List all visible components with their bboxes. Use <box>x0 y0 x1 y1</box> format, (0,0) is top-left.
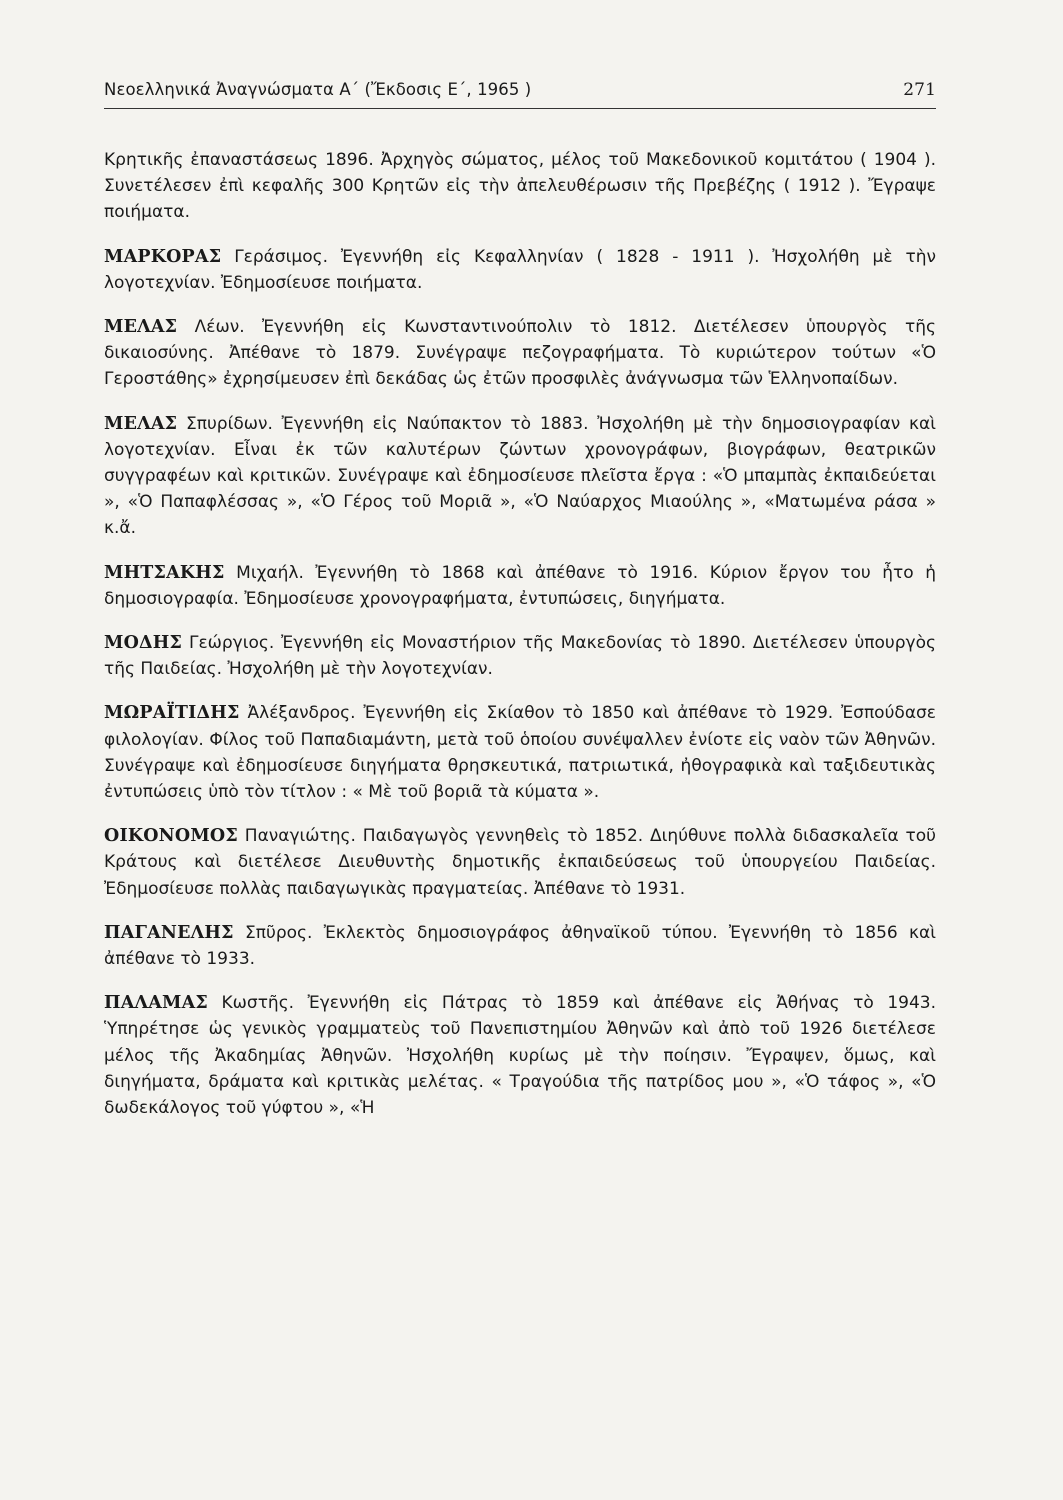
entry-name: ΜΕΛΑΣ <box>104 317 178 338</box>
continuation-paragraph: Κρητικῆς ἐπαναστάσεως 1896. Ἀρχηγὸς σώματος, μέλος τοῦ Μακεδονικοῦ κομιτάτου ( 1904 ). Συνετέλεσεν ἐπὶ κεφαλῆς 300 Κρητῶν εἰς τὴν ἀπελευθέρωσιν τῆς Πρεβέζης ( 1912 ). Ἔγραψε ποιήματα. <box>104 150 936 223</box>
entry-text: Σπῦρος. Ἐκλεκτὸς δημοσιογράφος ἀθηναϊκοῦ τύπου. Ἐγεννήθη τὸ 1856 καὶ ἀπέθανε τὸ 1933. <box>104 922 936 970</box>
entry-text: Μιχαήλ. Ἐγεννήθη τὸ 1868 καὶ ἀπέθανε τὸ 1916. Κύριον ἔργον του ἦτο ἡ δημοσιογραφία. Ἐδημοσίευσε χρονογραφήματα, ἐντυπώσεις, διηγήματα. <box>104 562 936 609</box>
entry-name: ΠΑΛΑΜΑΣ <box>104 993 208 1014</box>
entry-name: ΜΟΔΗΣ <box>104 633 183 654</box>
entry-text: Παναγιώτης. Παιδαγωγὸς γεννηθεὶς τὸ 1852. Διηύθυνε πολλὰ διδασκαλεῖα τοῦ Κράτους καὶ διετέλεσε Διευθυντὴς δημοτικῆς ἐκπαιδεύσεως τοῦ ὑπουργείου Παιδείας. Ἐδημοσίευσε πολλὰς παιδαγωγικὰς πραγματείας. Ἀπέθανε τὸ 1931. <box>104 826 936 899</box>
book-page <box>104 80 936 1139</box>
biography-entry <box>104 920 936 972</box>
entry-name: ΜΕΛΑΣ <box>104 413 178 434</box>
page-body <box>104 147 936 1121</box>
entry-name: ΟΙΚΟΝΟΜΟΣ <box>104 826 238 847</box>
book-title: Νεοελληνικά Ἀναγνώσματα Α΄ (Ἔκδοσις Ε΄, 1965 ) <box>104 80 532 99</box>
entry-name: ΠΑΓΑΝΕΛΗΣ <box>104 922 234 943</box>
entry-name: ΜΑΡΚΟΡΑΣ <box>104 246 222 267</box>
entry-text: Ἀλέξανδρος. Ἐγεννήθη εἰς Σκίαθον τὸ 1850 καὶ ἀπέθανε τὸ 1929. Ἐσπούδασε φιλολογίαν. Φίλος τοῦ Παπαδιαμάντη, μετὰ τοῦ ὁποίου συνέψαλλεν ἐνίοτε εἰς ναὸν τῶν Ἀθηνῶν. Συνέγραψε καὶ ἐδημοσίευσε διηγήματα θρησκευτικά, πατριωτικά, ἠθογραφικὰ καὶ ταξιδευτικὰς ἐντυπώσεις ὑπὸ τὸν τίτλον : « Μὲ τοῦ βοριᾶ τὰ κύματα ». <box>104 703 936 803</box>
entry-text: Γεράσιμος. Ἐγεννήθη εἰς Κεφαλληνίαν ( 1828 - 1911 ). Ἠσχολήθη μὲ τὴν λογοτεχνίαν. Ἐδημοσίευσε ποιήματα. <box>104 246 936 293</box>
biography-entry <box>104 560 936 612</box>
entry-text: Κωστῆς. Ἐγεννήθη εἰς Πάτρας τὸ 1859 καὶ ἀπέθανε εἰς Ἀθήνας τὸ 1943. Ὑπηρέτησε ὡς γενικὸς γραμματεὺς τοῦ Πανεπιστημίου Ἀθηνῶν καὶ ἀπὸ τοῦ 1926 διετέλεσε μέλος τῆς Ἀκαδημίας Ἀθηνῶν. Ἠσχολήθη κυρίως μὲ τὴν ποίησιν. Ἔγραψεν, ὅμως, καὶ διηγήματα, δράματα καὶ κριτικὰς μελέτας. « Τραγούδια τῆς πατρίδος μου », «Ὁ τάφος », «Ὁ δωδεκάλογος τοῦ γύφτου », «Ἡ <box>104 993 936 1119</box>
running-header <box>104 80 936 109</box>
biography-entry <box>104 630 936 682</box>
biography-entry <box>104 244 936 296</box>
entry-name: ΜΗΤΣΑΚΗΣ <box>104 562 225 583</box>
page-number: 271 <box>903 80 936 100</box>
entry-text: Λέων. Ἐγεννήθη εἰς Κωνσταντινούπολιν τὸ 1812. Διετέλεσεν ὑπουργὸς τῆς δικαιοσύνης. Ἀπέθανε τὸ 1879. Συνέγραψε πεζογραφήματα. Τὸ κυριώτερον τούτων «Ὁ Γεροστάθης» ἐχρησίμευσεν ἐπὶ δεκάδας ὡς ἐτῶν προσφιλὲς ἀνάγνωσμα τῶν Ἑλληνοπαίδων. <box>104 317 936 390</box>
biography-entry <box>104 823 936 902</box>
biography-entry <box>104 700 936 805</box>
biography-entry <box>104 411 936 542</box>
biography-entry <box>104 314 936 393</box>
entry-name: ΜΩΡΑΪΤΙΔΗΣ <box>104 703 240 724</box>
entry-text: Γεώργιος. Ἐγεννήθη εἰς Μοναστήριον τῆς Μακεδονίας τὸ 1890. Διετέλεσεν ὑπουργὸς τῆς Παιδείας. Ἠσχολήθη μὲ τὴν λογοτεχνίαν. <box>104 633 936 680</box>
entry-text: Σπυρίδων. Ἐγεννήθη εἰς Ναύπακτον τὸ 1883. Ἠσχολήθη μὲ τὴν δημοσιογραφίαν καὶ λογοτεχνίαν. Εἶναι ἐκ τῶν καλυτέρων ζώντων χρονογράφων, βιογράφων, θεατρικῶν συγγραφέων καὶ κριτικῶν. Συνέγραψε καὶ ἐδημοσίευσε πλεῖστα ἔργα : «Ὁ μπαμπὰς ἐκπαιδεύεται », «Ὁ Παπαφλέσσας », «Ὁ Γέρος τοῦ Μοριᾶ », «Ὁ Ναύαρχος Μιαούλης », «Ματωμένα ράσα » κ.ἄ. <box>104 413 936 539</box>
biography-entry <box>104 990 936 1121</box>
